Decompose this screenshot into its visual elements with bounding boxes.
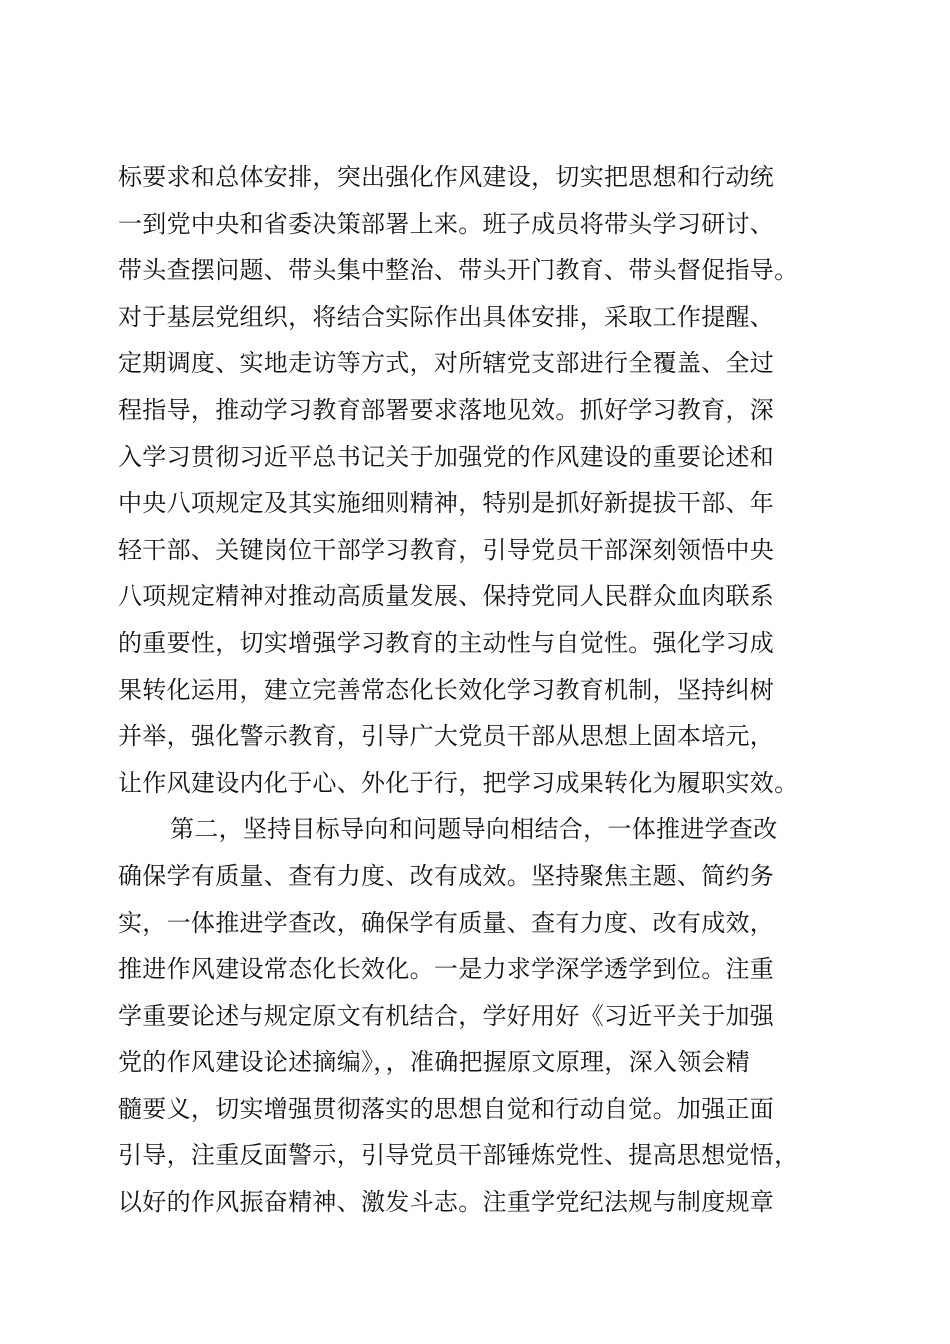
text-line: 实，一体推进学查改，确保学有质量、查有力度、改有成效，	[118, 908, 775, 937]
text-line: 学重要论述与规定原文有机结合，学好用好《习近平关于加强	[118, 1001, 775, 1030]
text-line: 并举，强化警示教育，引导广大党员干部从思想上固本培元，	[118, 722, 775, 751]
text-line: 果转化运用，建立完善常态化长效化学习教育机制，坚持纠树	[118, 675, 775, 704]
text-line: 定期调度、实地走访等方式，对所辖党支部进行全覆盖、全过	[118, 349, 775, 378]
text-line: 程指导，推动学习教育部署要求落地见效。抓好学习教育，深	[118, 395, 775, 424]
text-line: 党的作风建设论述摘编》，，准确把握原文原理，深入领会精	[118, 1048, 751, 1077]
text-line: 中央八项规定及其实施细则精神，特别是抓好新提拔干部、年	[118, 489, 775, 518]
text-line: 入学习贯彻习近平总书记关于加强党的作风建设的重要论述和	[118, 442, 775, 471]
text-line: 标要求和总体安排，突出强化作风建设，切实把思想和行动统	[118, 163, 775, 191]
text-line: 确保学有质量、查有力度、改有成效。坚持聚焦主题、简约务	[118, 861, 775, 890]
text-line: 带头查摆问题、带头集中整治、带头开门教育、带头督促指导。	[118, 256, 799, 285]
text-line: 对于基层党组织，将结合实际作出具体安排，采取工作提醒、	[118, 302, 775, 331]
text-line: 让作风建设内化于心、外化于行，把学习成果转化为履职实效。	[118, 768, 799, 797]
text-line: 以好的作风振奋精神、激发斗志。注重学党纪法规与制度规章	[118, 1188, 775, 1217]
text-line: 的重要性，切实增强学习教育的主动性与自觉性。强化学习成	[118, 628, 775, 657]
text-line: 八项规定精神对推动高质量发展、保持党同人民群众血肉联系	[118, 582, 775, 611]
text-line: 髓要义，切实增强贯彻落实的思想自觉和行动自觉。加强正面	[118, 1094, 775, 1123]
text-line: 一到党中央和省委决策部署上来。班子成员将带头学习研讨、	[118, 209, 775, 238]
text-line: 推进作风建设常态化长效化。一是力求学深学透学到位。注重	[118, 955, 775, 984]
paragraph-start-line: 第二，坚持目标导向和问题导向相结合，一体推进学查改	[170, 815, 778, 844]
text-line: 引导，注重反面警示，引导党员干部锤炼党性、提高思想觉悟，	[118, 1141, 799, 1170]
text-line: 轻干部、关键岗位干部学习教育，引导党员干部深刻领悟中央	[118, 535, 775, 564]
body-text	[118, 154, 838, 1226]
